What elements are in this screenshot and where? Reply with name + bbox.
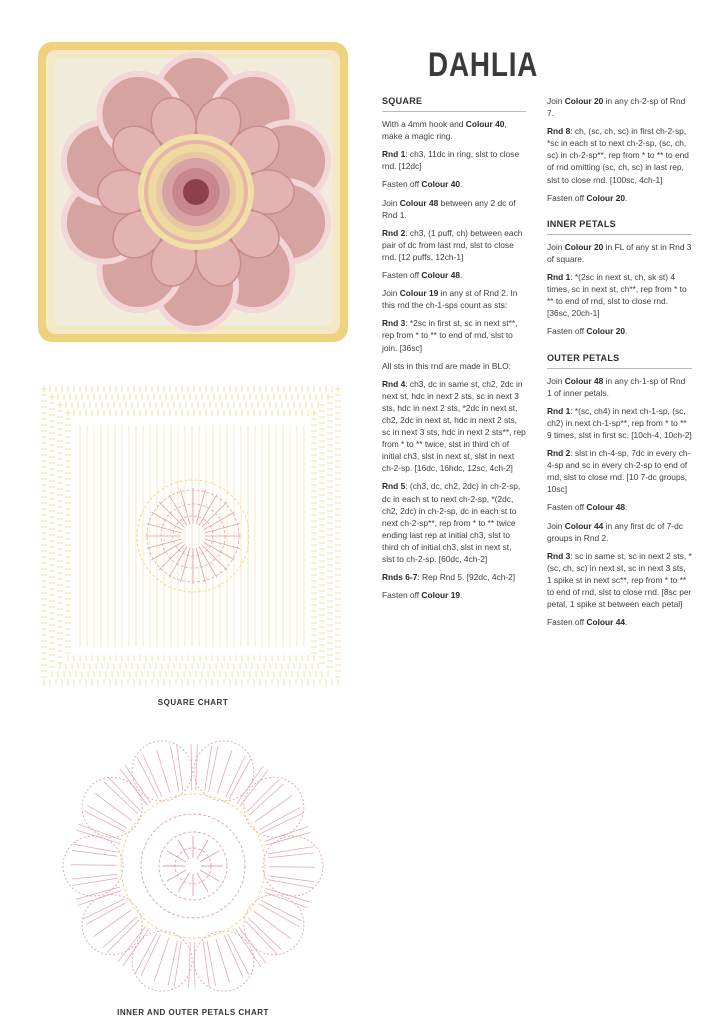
instruction-emphasis: Colour 48 [421,270,461,281]
instruction-line [382,317,526,353]
square-instructions-continued [547,95,692,204]
instruction-text: All sts in this rnd are made in BLO: [382,360,511,371]
instruction-text: . [460,590,463,601]
instruction-line [382,227,526,263]
instruction-emphasis: Colour 48 [586,502,626,513]
instruction-text: in any st of Rnd 2. In this rnd the ch-1-sps count as sts: [382,288,518,311]
instruction-emphasis: Rnd 1 [382,149,406,160]
instruction-emphasis: Colour 44 [564,520,604,531]
instruction-line [547,550,692,610]
instruction-emphasis: Rnd 1 [547,272,571,283]
instruction-emphasis: Colour 44 [586,617,626,628]
instruction-text: : Rep Rnd 5. [92dc, 4ch-2] [417,572,516,583]
instruction-emphasis: Rnd 8 [547,126,571,137]
instruction-text: : ch3, dc in same st, ch2, 2dc in next st, hdc in next 2 sts, sc in next 3 sts, hdc in next 2 sts, *2dc in next st, ch2, 2dc in next st, hdc in next 2 sts, sc in next 3 sts, hdc in next 2 sts**, rep from * to ** twice, slst in third ch of initial ch3, slst in next st, slst in next ch-2-sp. [16dc, 16hdc, 12sc, 4ch-2] [382,378,526,474]
instruction-text: between any 2 dc of Rnd 1. [382,197,516,220]
section-heading-inner-petals: INNER PETALS [547,218,692,235]
instruction-line [382,360,526,372]
instruction-line [382,197,526,221]
instruction-emphasis: Rnd 2 [382,227,406,238]
instruction-text: Join [547,520,565,531]
instruction-line [382,118,526,142]
instruction-emphasis: Rnd 3 [547,550,571,561]
instruction-emphasis: Colour 48 [399,197,439,208]
instruction-text: : ch, (sc, ch, sc) in first ch-2-sp, *sc in each st to next ch-2-sp, (sc, ch, sc) in ch-2-sp**, rep from * to ** to end of rnd omitting (sc, ch, sc) in last rep, slst to close rnd. [100sc, 4ch-1] [547,126,689,185]
instruction-line [382,148,526,172]
instruction-line [382,287,526,311]
instruction-emphasis: Colour 20 [564,96,604,106]
section-heading-outer-petals: OUTER PETALS [547,352,692,369]
instruction-line [547,125,692,185]
instruction-line [547,95,692,119]
instruction-line [547,241,692,265]
section-heading-square: SQUARE [382,95,526,112]
instruction-line [382,178,526,190]
instruction-line [382,378,526,475]
instruction-text: : (ch3, dc, ch2, 2dc) in ch-2-sp, dc in each st to next ch-2-sp, *(2dc, ch2, 2dc) in ch-2-sp, dc in each st to next ch-2-sp**, rep from * to ** twice ending last rep at initial ch3, slst to third ch of initial ch3, slst in next st, slst to ch-2-sp. [60dc, 4ch-2] [382,481,521,564]
instruction-text: Fasten off [382,270,422,281]
instruction-text: . [625,192,628,203]
instruction-text: , make a magic ring. [382,119,507,142]
instruction-line [547,325,692,337]
instruction-emphasis: Rnd 3 [382,318,406,329]
instruction-text: : ch3, (1 puff, ch) between each pair of dc from last rnd, slst to close rnd. [12 puffs, 12ch-1] [382,227,523,262]
inner-petals-instructions [547,241,692,338]
instruction-text: in any ch-2-sp of Rnd 7. [547,96,686,119]
instruction-text: in any ch-1-sp of Rnd 1 of inner petals. [547,375,686,398]
dahlia-square-photo [38,42,348,342]
pattern-column-1 [382,95,526,607]
instruction-line [547,501,692,513]
page-title: DAHLIA [428,46,539,84]
instruction-line [382,571,526,583]
instruction-emphasis: Colour 40 [465,119,505,130]
instruction-line [547,271,692,319]
instruction-emphasis: Colour 20 [586,326,626,337]
instruction-emphasis: Colour 19 [421,590,461,601]
instruction-text: in any first dc of 7-dc groups in Rnd 2. [547,520,683,543]
instruction-text: With a 4mm hook and [382,119,466,130]
instruction-text: in FL of any st in Rnd 3 of square. [547,241,692,264]
square-instructions [382,118,526,601]
instruction-line [382,589,526,601]
instruction-line [547,447,692,495]
instruction-text: Join [547,96,565,106]
instruction-line [547,192,692,204]
instruction-text: : *2sc in first st, sc in next st**, rep from * to ** to end of rnd, slst to join. [36sc] [382,318,518,353]
instruction-line [547,405,692,441]
instruction-text: : *(sc, ch4) in next ch-1-sp, (sc, ch2) in next ch-1-sp**, rep from * to ** 9 times, slst in first sc. [10ch-4, 10ch-2] [547,405,692,440]
instruction-emphasis: Rnds 6-7 [382,572,418,583]
instruction-text: Join [547,241,565,252]
instruction-text: . [625,502,628,513]
instruction-text: Join [382,288,400,299]
instruction-emphasis: Colour 20 [586,192,626,203]
petals-chart [62,735,324,997]
instruction-line [382,269,526,281]
instruction-emphasis: Colour 19 [399,288,439,299]
instruction-text: Fasten off [547,326,587,337]
square-chart-label: SQUARE CHART [157,698,229,707]
instruction-emphasis: Rnd 5 [382,481,406,492]
instruction-line [547,375,692,399]
instruction-text: Fasten off [382,590,422,601]
instruction-text: Join [547,375,565,386]
instruction-text: . [625,326,628,337]
instruction-text: . [625,617,628,628]
petals-chart-label: INNER AND OUTER PETALS CHART [117,1008,269,1017]
instruction-text: Fasten off [547,192,587,203]
instruction-text: : *(2sc in next st, ch, sk st) 4 times, sc in next st, ch**, rep from * to ** to end of rnd, slst to close rnd. [36sc, 20ch-1] [547,272,687,319]
instruction-text: Join [382,197,400,208]
instruction-line [547,520,692,544]
instruction-emphasis: Colour 20 [564,241,604,252]
instruction-text: : sc in same st, sc in next 2 sts, *(sc, ch, sc) in next st, sc in next 3 sts, 1 spike st in next sc**, rep from * to ** to end of rnd, slst to close rnd. [8sc per petal, 1 spike st between each petal] [547,550,692,610]
instruction-emphasis: Rnd 4 [382,378,406,389]
square-chart [40,385,346,687]
outer-petals-instructions [547,375,692,629]
instruction-text: Fasten off [547,502,587,513]
instruction-text: Fasten off [547,617,587,628]
instruction-emphasis: Colour 40 [421,179,461,190]
instruction-line [547,616,692,628]
pattern-column-2 [547,95,692,634]
instruction-emphasis: Rnd 1 [547,405,571,416]
instruction-text: Fasten off [382,179,422,190]
instruction-text: : slst in ch-4-sp, 7dc in every ch-4-sp and sc in every ch-2-sp to end of rnd, slst to close rnd. [10 7-dc groups, 10sc] [547,448,691,495]
instruction-emphasis: Rnd 2 [547,448,571,459]
instruction-emphasis: Colour 48 [564,375,604,386]
instruction-line [382,480,526,565]
instruction-text: . [460,179,463,190]
instruction-text: : ch3, 11dc in ring, slst to close rnd. [12dc] [382,149,520,172]
instruction-text: . [460,270,463,281]
